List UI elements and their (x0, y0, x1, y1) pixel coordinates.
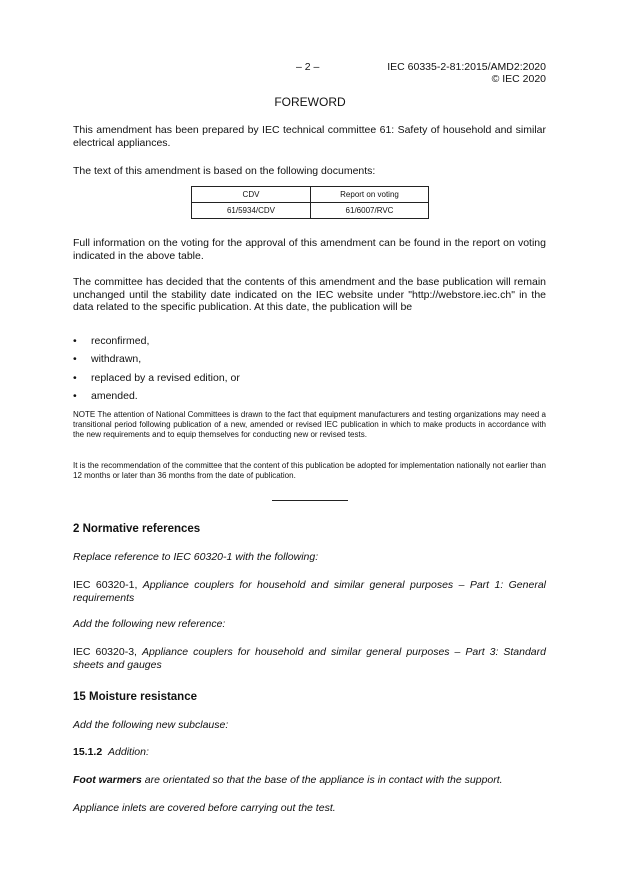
body-text: Appliance inlets are covered before carrying out the test. (73, 802, 336, 814)
table-cell: 61/5934/CDV (192, 203, 311, 219)
recommendation: It is the recommendation of the committee that the content of this publication be adopted for implementation nationally not earlier than 12 months or later than 36 months from the date of publication. (73, 461, 546, 480)
normative-reference: IEC 60320-3, Appliance couplers for household and similar general purposes – Part 3: Standard sheets and gauges (73, 646, 546, 671)
section-heading: 2 Normative references (73, 523, 201, 535)
subclause-heading: 15.1.2 Addition: (73, 746, 149, 758)
foreword-paragraph: The committee has decided that the contents of this amendment and the base publication will remain unchanged until the stability date indicated on the IEC website under "http://webstore.iec.ch" in the data related to the specific publication. At this date, the publication will be (73, 276, 546, 314)
bullet-icon: • (73, 353, 77, 365)
bullet-icon: • (73, 390, 77, 402)
foreword-title: FOREWORD (274, 95, 346, 109)
instruction-text: Add the following new subclause: (73, 719, 229, 731)
note: NOTE The attention of National Committees is drawn to the fact that equipment manufacturers and testing organizations may need a transitional period following publication of a new, amended or revised IEC publication in which to make products in accordance with the new requirements and to equip themselves for conducting new or revised tests. (73, 410, 546, 439)
table-row (192, 203, 429, 219)
document-id: IEC 60335-2-81:2015/AMD2:2020 (387, 61, 546, 73)
table-header-row (192, 187, 429, 203)
bullet-icon: • (73, 335, 77, 347)
page-number: – 2 – (296, 61, 320, 73)
foreword-paragraph: The text of this amendment is based on the following documents: (73, 165, 376, 177)
divider (272, 500, 348, 501)
documents-table (191, 186, 429, 219)
document-header (387, 61, 546, 85)
table-header-cell: CDV (192, 187, 311, 203)
bullet-icon: • (73, 372, 77, 384)
table-cell: 61/6007/RVC (311, 203, 429, 219)
copyright: © IEC 2020 (491, 73, 546, 85)
foreword-paragraph: Full information on the voting for the approval of this amendment can be found in the report on voting indicated in the above table. (73, 237, 546, 262)
instruction-text: Replace reference to IEC 60320-1 with the following: (73, 551, 319, 563)
table-header-cell: Report on voting (311, 187, 429, 203)
normative-reference: IEC 60320-1, Appliance couplers for household and similar general purposes – Part 1: General requirements (73, 579, 546, 604)
subclause-number: 15.1.2 (73, 746, 103, 758)
instruction-text: Add the following new reference: (73, 618, 226, 630)
section-heading: 15 Moisture resistance (73, 691, 198, 703)
foreword-paragraph: This amendment has been prepared by IEC technical committee 61: Safety of household and similar electrical appliances. (73, 124, 546, 149)
body-text: Foot warmers are orientated so that the base of the appliance is in contact with the support. (73, 774, 503, 786)
